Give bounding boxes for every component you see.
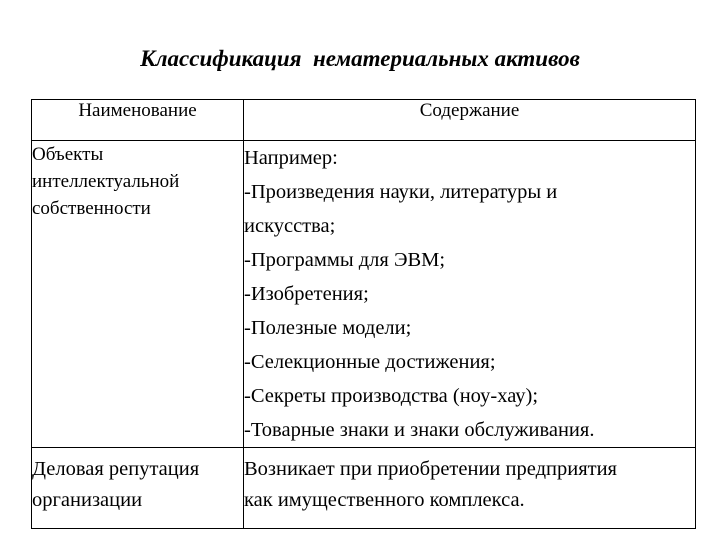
row-name-line: интеллектуальной (32, 171, 180, 192)
table-header-row (32, 100, 696, 141)
row-name-line: собственности (32, 198, 151, 219)
row-content-line: -Секреты производства (ноу-хау); (244, 385, 539, 407)
row-content-line: как имущественного комплекса. (244, 489, 525, 511)
row-content-line: Например: (244, 147, 338, 169)
row-content-line: искусства; (244, 215, 336, 237)
row-content-line: -Программы для ЭВМ; (244, 249, 446, 271)
row-content-line: -Изобретения; (244, 283, 369, 305)
row-name-line: Деловая репутация (32, 458, 200, 480)
row-content-line: -Товарные знаки и знаки обслуживания. (244, 419, 595, 441)
row-content-line: -Полезные модели; (244, 317, 412, 339)
header-name: Наименование (32, 100, 244, 141)
row-content-line: -Произведения науки, литературы и (244, 181, 558, 203)
row-content-cell (244, 448, 696, 529)
row-name-line: организации (32, 489, 143, 511)
row-name-cell (32, 448, 244, 529)
row-name-cell (32, 141, 244, 448)
row-content-line: Возникает при приобретении предприятия (244, 458, 617, 480)
row-content-line: -Селекционные достижения; (244, 351, 496, 373)
row-name-line: Объекты (32, 144, 104, 165)
classification-table (31, 99, 696, 529)
document-title: Классификация нематериальных активов (140, 46, 580, 71)
table-row (32, 141, 696, 448)
table-row (32, 448, 696, 529)
header-content: Содержание (244, 100, 696, 141)
row-content-cell (244, 141, 696, 448)
